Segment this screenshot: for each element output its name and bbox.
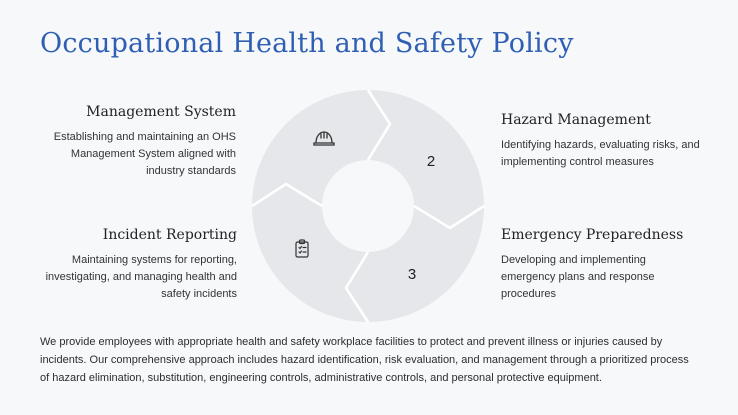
- policy-statement: We provide employees with appropriate health and safety workplace facilities to protect and prevent illness or injuries caused by incidents. Our comprehensive approach includes hazard identification, risk evaluation, and management through a prioritized process of hazard elimination, substitution, engineering controls, administrative controls, and personal protective equipment.: [40, 336, 689, 384]
- section-heading: Incident Reporting: [102, 227, 237, 243]
- section-heading: Management System: [86, 104, 236, 120]
- section-description: Identifying hazards, evaluating risks, and implementing control measures: [501, 139, 700, 168]
- section-heading: Emergency Preparedness: [501, 227, 684, 243]
- page-title: Occupational Health and Safety Policy: [40, 28, 574, 59]
- section-management-system: [30, 104, 236, 180]
- section-description: Establishing and maintaining an OHS Management System aligned with industry standards: [53, 131, 236, 177]
- cycle-diagram: [250, 88, 486, 324]
- section-description: Maintaining systems for reporting, investigating, and managing health and safety incidents: [45, 254, 237, 300]
- segment-number-2: 2: [426, 153, 436, 170]
- segment-number-3: 3: [407, 266, 417, 283]
- cycle-ring: [252, 90, 484, 322]
- section-heading: Hazard Management: [501, 112, 651, 128]
- section-incident-reporting: [30, 227, 237, 303]
- section-description: Developing and implementing emergency plans and response procedures: [501, 254, 655, 300]
- section-emergency-preparedness: [501, 227, 701, 303]
- section-hazard-management: [501, 112, 701, 171]
